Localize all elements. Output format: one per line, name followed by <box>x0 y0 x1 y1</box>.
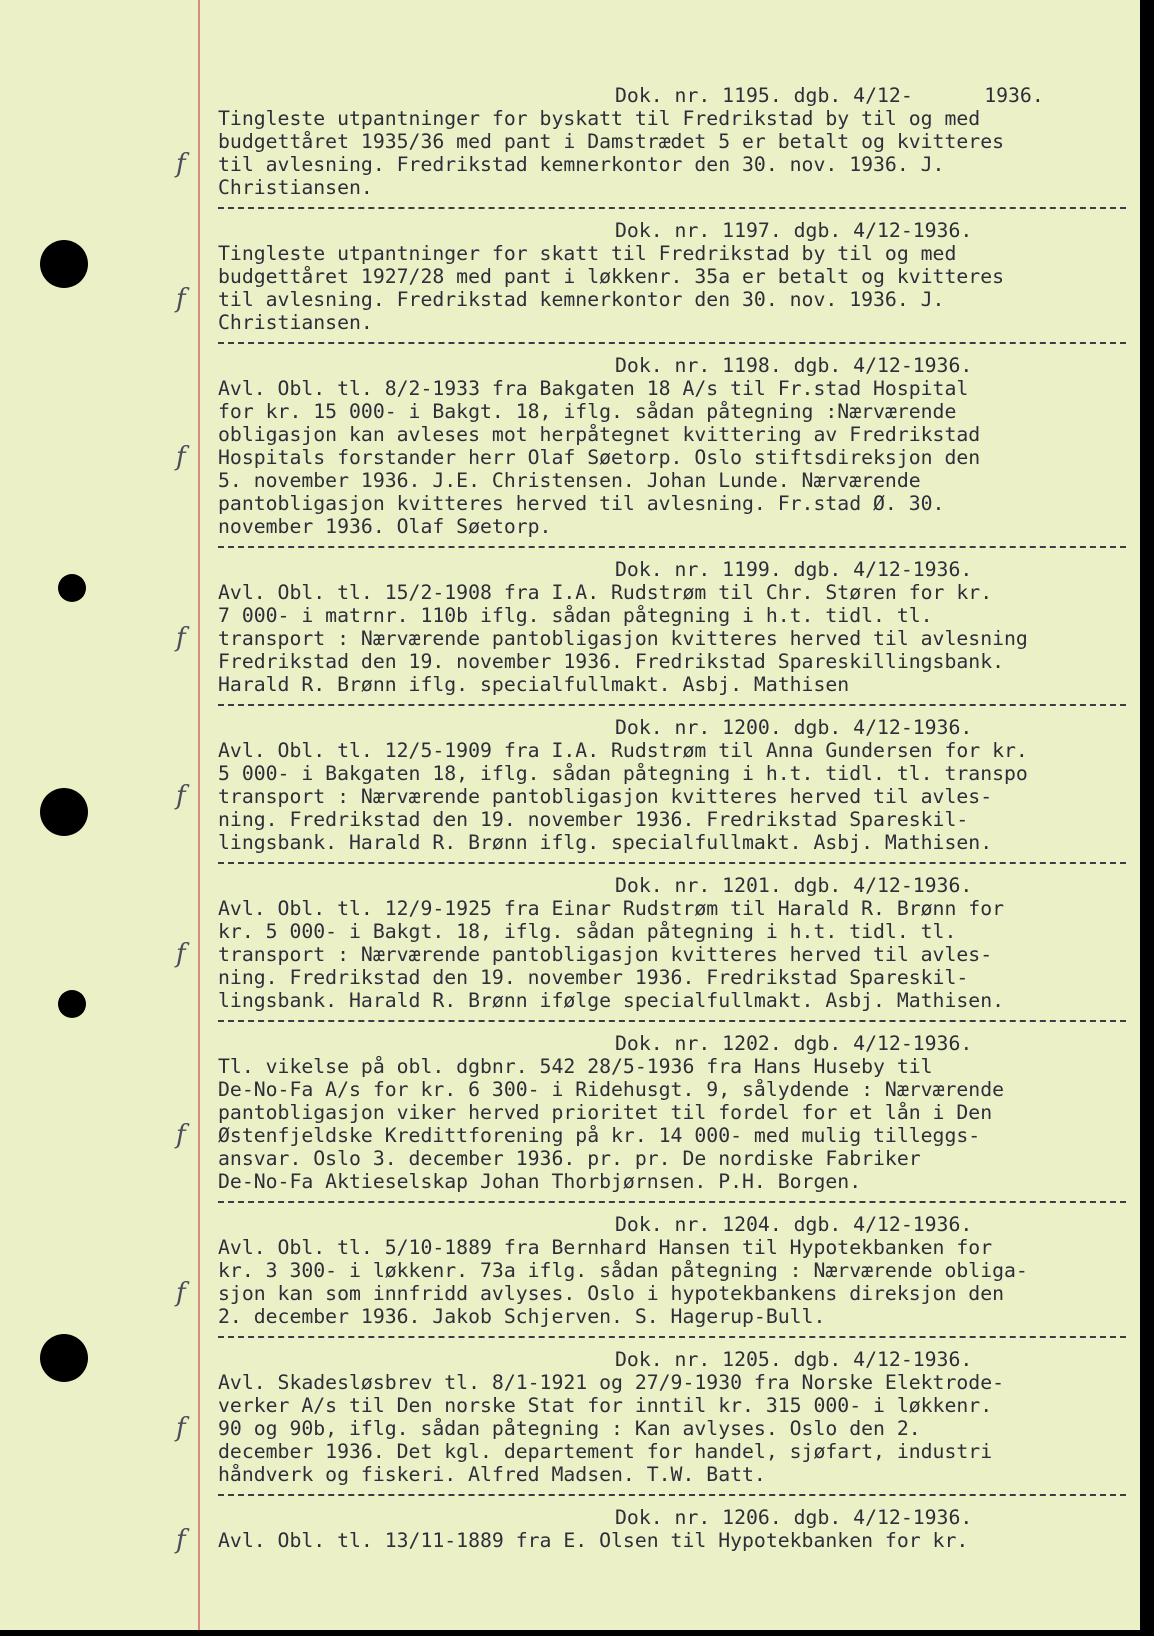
entry-separator <box>218 546 1126 548</box>
entry-separator <box>218 704 1126 706</box>
document-entry <box>176 558 1138 696</box>
entry-header <box>218 84 1138 107</box>
binder-hole <box>40 788 88 836</box>
margin-mark: f <box>176 623 186 653</box>
entry-separator <box>218 862 1126 864</box>
entry-separator <box>218 207 1126 209</box>
entry-line: sjon kan som innfridd avlyses. Oslo i hypotekbankens direksjon den <box>218 1282 1005 1305</box>
document-entry <box>176 1348 1138 1486</box>
entry-line: Hospitals forstander herr Olaf Søetorp. Oslo stiftsdireksjon den <box>218 446 981 469</box>
document-entry <box>176 84 1138 199</box>
entry-separator <box>218 1336 1126 1338</box>
entry-line: Tingleste utpantninger for byskatt til Fredrikstad by til og med <box>218 107 981 130</box>
entry-line: håndverk og fiskeri. Alfred Madsen. T.W. Batt. <box>218 1463 766 1486</box>
entry-line: kr. 5 000- i Bakgt. 18, iflg. sådan påtegning i h.t. tidl. tl. <box>218 920 957 943</box>
document-entry <box>176 1506 1138 1555</box>
document-text <box>176 84 1138 1555</box>
binder-hole <box>40 1334 88 1382</box>
entry-line: november 1936. Olaf Søetorp. <box>218 515 552 538</box>
entry-line: Harald R. Brønn iflg. specialfullmakt. Asbj. Mathisen <box>218 673 850 696</box>
document-entry <box>176 1213 1138 1328</box>
entry-line: Christiansen. <box>218 176 373 199</box>
entry-header <box>218 716 1138 739</box>
entry-line: Østenfjeldske Kredittforening på kr. 14 000- med mulig tilleggs- <box>218 1124 981 1147</box>
binder-hole <box>40 240 88 288</box>
margin-rule <box>198 0 200 1630</box>
entry-line: Christiansen. <box>218 311 373 334</box>
entry-header-text: Dok. nr. 1201. dgb. 4/12-1936. <box>615 874 973 897</box>
entry-line: pantobligasjon kvitteres herved til avlesning. Fr.stad Ø. 30. <box>218 492 945 515</box>
entry-line: ning. Fredrikstad den 19. november 1936. Fredrikstad Spareskil- <box>218 966 969 989</box>
entry-header-text: Dok. nr. 1197. dgb. 4/12-1936. <box>615 219 973 242</box>
entry-separator <box>218 1020 1126 1022</box>
entry-line: 5 000- i Bakgaten 18, iflg. sådan påtegning i h.t. tidl. tl. transpo <box>218 762 1028 785</box>
entry-line: lingsbank. Harald R. Brønn ifølge specialfullmakt. Asbj. Mathisen. <box>218 989 1005 1012</box>
entry-line: lingsbank. Harald R. Brønn iflg. specialfullmakt. Asbj. Mathisen. <box>218 831 993 854</box>
entry-separator <box>218 1201 1126 1203</box>
entry-separator <box>218 1494 1126 1496</box>
entry-header <box>218 219 1138 242</box>
document-entry <box>176 1032 1138 1193</box>
margin-mark: f <box>176 781 186 811</box>
binder-hole <box>58 990 86 1018</box>
entry-line: Avl. Obl. tl. 12/9-1925 fra Einar Rudstrøm til Harald R. Brønn for <box>218 897 1005 920</box>
entry-header <box>218 1213 1138 1236</box>
entry-header-text: Dok. nr. 1200. dgb. 4/12-1936. <box>615 716 973 739</box>
entry-line: for kr. 15 000- i Bakgt. 18, iflg. sådan påtegning :Nærværende <box>218 400 957 423</box>
entry-line: 90 og 90b, iflg. sådan påtegning : Kan avlyses. Oslo den 2. <box>218 1417 921 1440</box>
entry-line: transport : Nærværende pantobligasjon kvitteres herved til avles- <box>218 943 993 966</box>
document-entry <box>176 716 1138 854</box>
entry-line: kr. 3 300- i løkkenr. 73a iflg. sådan påtegning : Nærværende obliga- <box>218 1259 1028 1282</box>
entry-line: pantobligasjon viker herved prioritet til fordel for et lån i Den <box>218 1101 993 1124</box>
entry-line: Avl. Obl. tl. 13/11-1889 fra E. Olsen til Hypotekbanken for kr. <box>218 1529 969 1552</box>
entry-line: obligasjon kan avleses mot herpåtegnet kvittering av Fredrikstad <box>218 423 981 446</box>
entry-line: 5. november 1936. J.E. Christensen. Johan Lunde. Nærværende <box>218 469 921 492</box>
entry-header <box>218 1032 1138 1055</box>
entry-line: december 1936. Det kgl. departement for handel, sjøfart, industri <box>218 1440 993 1463</box>
entry-line: Tl. vikelse på obl. dgbnr. 542 28/5-1936 fra Hans Huseby til <box>218 1055 933 1078</box>
entry-separator <box>218 342 1126 344</box>
entry-header-text: Dok. nr. 1204. dgb. 4/12-1936. <box>615 1213 973 1236</box>
entry-header <box>218 874 1138 897</box>
entry-line: budgettåret 1927/28 med pant i løkkenr. 35a er betalt og kvitteres <box>218 265 1005 288</box>
entry-line: Avl. Obl. tl. 5/10-1889 fra Bernhard Hansen til Hypotekbanken for <box>218 1236 993 1259</box>
entry-header-text: Dok. nr. 1199. dgb. 4/12-1936. <box>615 558 973 581</box>
entry-line: De-No-Fa A/s for kr. 6 300- i Ridehusgt. 9, sålydende : Nærværende <box>218 1078 1005 1101</box>
entry-line: transport : Nærværende pantobligasjon kvitteres herved til avles- <box>218 785 993 808</box>
entry-line: Avl. Obl. tl. 15/2-1908 fra I.A. Rudstrøm til Chr. Støren for kr. <box>218 581 993 604</box>
entry-header-text: Dok. nr. 1202. dgb. 4/12-1936. <box>615 1032 973 1055</box>
margin-mark: f <box>176 1278 186 1308</box>
entry-line: 2. december 1936. Jakob Schjerven. S. Hagerup-Bull. <box>218 1305 826 1328</box>
document-entry <box>176 219 1138 334</box>
entry-line: Fredrikstad den 19. november 1936. Fredrikstad Spareskillingsbank. <box>218 650 1005 673</box>
entry-line: ning. Fredrikstad den 19. november 1936. Fredrikstad Spareskil- <box>218 808 969 831</box>
entry-line: ansvar. Oslo 3. december 1936. pr. pr. De nordiske Fabriker <box>218 1147 921 1170</box>
margin-mark: f <box>176 1413 186 1443</box>
entry-header <box>218 1348 1138 1371</box>
binder-hole <box>58 574 86 602</box>
entry-line: Tingleste utpantninger for skatt til Fredrikstad by til og med <box>218 242 957 265</box>
entry-header <box>218 354 1138 377</box>
entry-header-text: Dok. nr. 1198. dgb. 4/12-1936. <box>615 354 973 377</box>
entry-line: til avlesning. Fredrikstad kemnerkontor den 30. nov. 1936. J. <box>218 288 945 311</box>
entry-header-text: Dok. nr. 1206. dgb. 4/12-1936. <box>615 1506 973 1529</box>
entry-header-text: Dok. nr. 1205. dgb. 4/12-1936. <box>615 1348 973 1371</box>
margin-mark: f <box>176 1525 186 1555</box>
entry-line: budgettåret 1935/36 med pant i Damstrædet 5 er betalt og kvitteres <box>218 130 1005 153</box>
document-entry <box>176 874 1138 1012</box>
document-entry <box>176 354 1138 538</box>
entry-line: Avl. Skadesløsbrev tl. 8/1-1921 og 27/9-1930 fra Norske Elektrode- <box>218 1371 1005 1394</box>
margin-mark: f <box>176 284 186 314</box>
entry-line: De-No-Fa Aktieselskap Johan Thorbjørnsen. P.H. Borgen. <box>218 1170 862 1193</box>
entry-header <box>218 1506 1138 1529</box>
margin-mark: f <box>176 442 186 472</box>
margin-mark: f <box>176 149 186 179</box>
entry-line: verker A/s til Den norske Stat for inntil kr. 315 000- i løkkenr. <box>218 1394 993 1417</box>
entry-line: Avl. Obl. tl. 12/5-1909 fra I.A. Rudstrøm til Anna Gundersen for kr. <box>218 739 1028 762</box>
entry-line: transport : Nærværende pantobligasjon kvitteres herved til avlesning <box>218 627 1028 650</box>
entry-line: 7 000- i matrnr. 110b iflg. sådan påtegning i h.t. tidl. tl. <box>218 604 933 627</box>
entry-line: til avlesning. Fredrikstad kemnerkontor den 30. nov. 1936. J. <box>218 153 945 176</box>
margin-mark: f <box>176 1120 186 1150</box>
entry-header <box>218 558 1138 581</box>
entry-header-text: Dok. nr. 1195. dgb. 4/12- 1936. <box>615 84 1044 107</box>
entry-line: Avl. Obl. tl. 8/2-1933 fra Bakgaten 18 A/s til Fr.stad Hospital <box>218 377 969 400</box>
margin-mark: f <box>176 939 186 969</box>
